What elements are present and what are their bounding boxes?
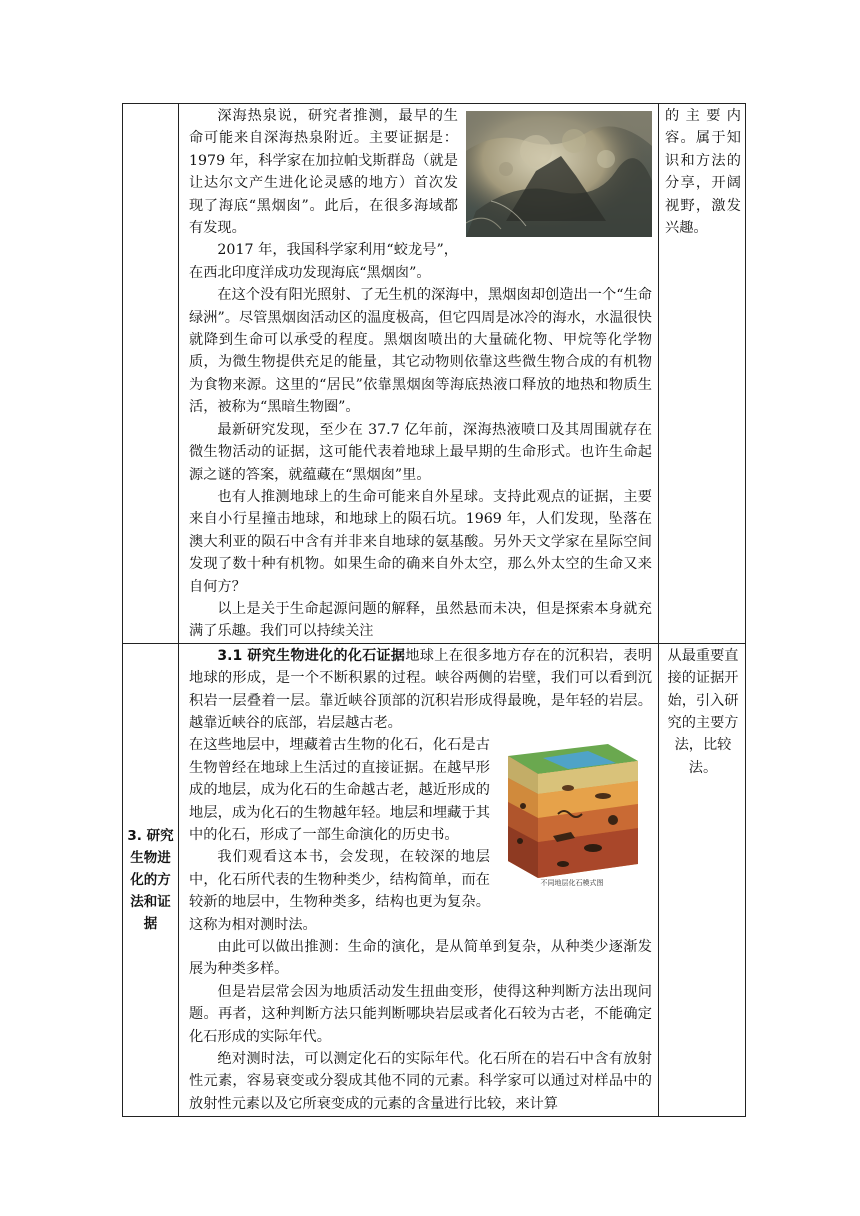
section-cell-empty (123, 104, 179, 644)
table-row (123, 104, 746, 644)
paragraph: 但是岩层常会因为地质活动发生扭曲变形，使得这种判断方法出现问题。再者，这种判断方法只能判断哪块岩层或者化石较为古老，不能确定化石形成的实际年代。 (189, 983, 652, 1045)
section-heading: 3.1 研究生物进化的化石证据 (217, 647, 406, 664)
side-note: 的主要内容。属于知识和方法的分享，开阔视野，激发兴趣。 (665, 108, 741, 237)
note-cell (659, 104, 746, 644)
paragraph: 深海热泉说，研究者推测，最早的生命可能来自深海热泉附近。主要证据是：1979 年，科学家在加拉帕戈斯群岛（就是让达尔文产生进化论灵感的地方）首次发现了海底“黑烟囱”。此后，在很多海域都有发现。 (189, 105, 652, 239)
fossil-strata-diagram (498, 736, 646, 894)
paragraph: 3.1 研究生物进化的化石证据地球上在很多地方存在的沉积岩，表明地球的形成，是一个不断积累的过程。峡谷两侧的岩壁，我们可以看到沉积岩一层叠着一层。靠近峡谷顶部的沉积岩形成得最晚，是年轻的岩层。越靠近峡谷的底部，岩层越古老。 (189, 647, 652, 731)
paragraph: 我们观看这本书，会发现，在较深的地层中，化石所代表的生物种类少，结构简单，而在较新的地层中，生物种类多，结构也更为复杂。这称为相对测时法。 (189, 849, 490, 933)
side-note: 从最重要直接的证据开始，引入研究的主要方法，比较法。 (667, 647, 739, 776)
paragraph: 不同地层化石模式图 在这些地层中，埋藏着古生物的化石，化石是古生物曾经在地球上生活过的直接证据。在越早形成的地层，成为化石的生命越古老，越近形成的地层，成为化石的生物越年轻。地层和埋藏于其中的化石，形成了一部生命演化的历史书。 (189, 734, 652, 846)
paragraph: 在这个没有阳光照射、了无生机的深海中，黑烟囱却创造出一个“生命绿洲”。尽管黑烟囱活动区的温度极高，但它四周是冰冷的海水，水温很快就降到生命可以承受的程度。黑烟囱喷出的大量硫化物、甲烷等化学物质，为微生物提供充足的能量，其它动物则依靠这些微生物合成的有机物为食物来源。这里的“居民”依靠黑烟囱等海底热液口释放的地热和物质生活，被称为“黑暗生物圈”。 (189, 287, 652, 416)
paragraph: 最新研究发现，至少在 37.7 亿年前，深海热液喷口及其周围就存在微生物活动的证据，这可能代表着地球上最早期的生命形式。也许生命起源之谜的答案，就蕴藏在“黑烟囱”里。 (189, 421, 652, 483)
paragraph: 以上是关于生命起源问题的解释，虽然悬而未决，但是探索本身就充满了乐趣。我们可以持续关注 (189, 600, 652, 640)
paragraph: 也有人推测地球上的生命可能来自外星球。支持此观点的证据，主要来自小行星撞击地球，和地球上的陨石坑。1969 年，人们发现，坠落在澳大利亚的陨石中含有并非来自地球的氨基酸。另外天文学家在星际空间发现了数十种有机物。如果生命的确来自外太空，那么外太空的生命又来自何方？ (189, 488, 652, 595)
content-cell (179, 104, 659, 644)
figure-caption: 不同地层化石模式图 (540, 878, 604, 887)
paragraph: 由此可以做出推测：生命的演化，是从简单到复杂，从种类少逐渐发展为种类多样。 (189, 939, 652, 978)
paragraph: 2017 年，我国科学家利用“蛟龙号”，在西北印度洋成功发现海底“黑烟囱”。 (189, 242, 458, 281)
section-title: 3. 研究生物进化的方法和证据 (123, 643, 179, 1116)
paragraph: 绝对测时法，可以测定化石的实际年代。化石所在的岩石中含有放射性元素，容易衰变或分裂成其他不同的元素。科学家可以通过对样品中的放射性元素以及它所衰变成的元素的含量进行比较，来计算 (189, 1051, 652, 1112)
note-cell (659, 643, 746, 1116)
lesson-table (122, 103, 746, 1117)
table-row (123, 643, 746, 1116)
content-cell (179, 643, 659, 1116)
hydrothermal-vent-photo (466, 111, 652, 237)
